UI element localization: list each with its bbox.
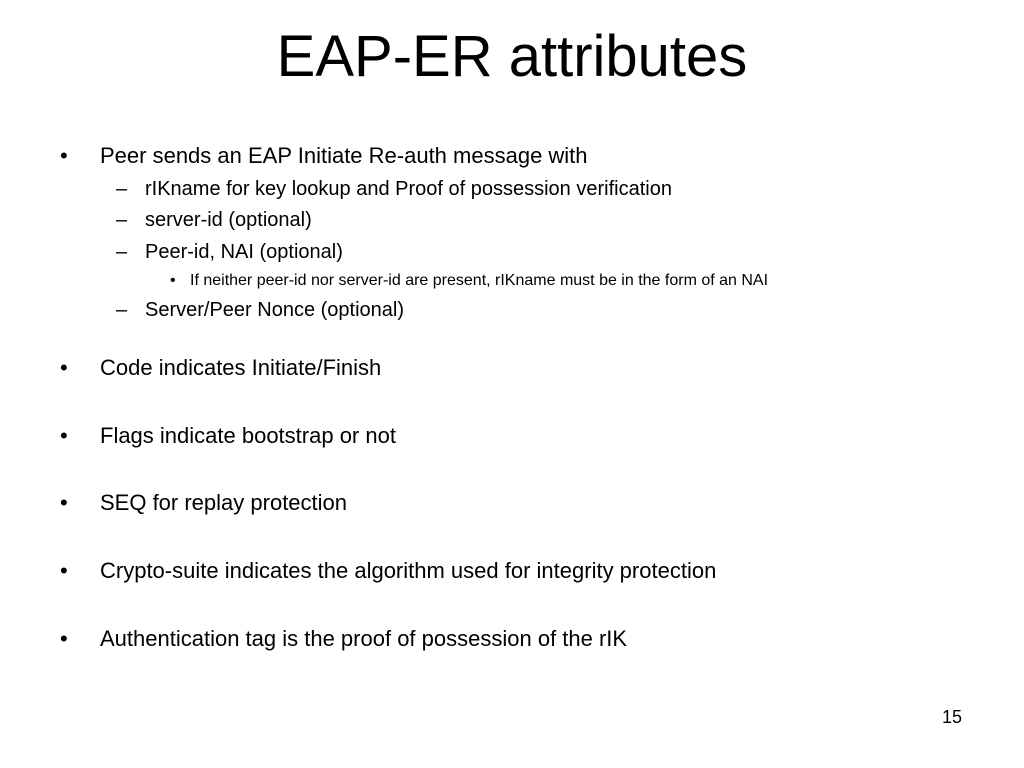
list-item: Peer sends an EAP Initiate Re-auth message with (100, 143, 588, 168)
sub-list-item: server-id (optional) (145, 209, 312, 231)
sub-sub-list-item: If neither peer-id nor server-id are present, rIKname must be in the form of an NAI (190, 272, 769, 289)
bullet-marker: • (60, 626, 68, 651)
dash-marker: – (116, 241, 128, 263)
slide-title: EAP-ER attributes (276, 24, 748, 89)
bullet-marker: • (60, 558, 68, 583)
page-number: 15 (941, 707, 962, 727)
list-item: Authentication tag is the proof of possession of the rIK (100, 626, 628, 651)
sub-bullet-marker: • (170, 272, 176, 289)
dash-marker: – (116, 299, 128, 321)
bullet-marker: • (60, 423, 68, 448)
bullet-marker: • (60, 355, 68, 380)
bullet-marker: • (60, 490, 68, 515)
list-item: Code indicates Initiate/Finish (100, 355, 382, 380)
dash-marker: – (116, 209, 128, 231)
list-item: Flags indicate bootstrap or not (100, 423, 396, 448)
list-item: Crypto-suite indicates the algorithm used for integrity protection (100, 558, 717, 583)
sub-list-item: Server/Peer Nonce (optional) (145, 299, 405, 321)
sub-list-item: Peer-id, NAI (optional) (145, 241, 343, 263)
sub-list-item: rIKname for key lookup and Proof of possession verification (145, 178, 672, 200)
list-item: SEQ for replay protection (100, 490, 348, 515)
dash-marker: – (116, 178, 128, 200)
bullet-marker: • (60, 143, 68, 168)
